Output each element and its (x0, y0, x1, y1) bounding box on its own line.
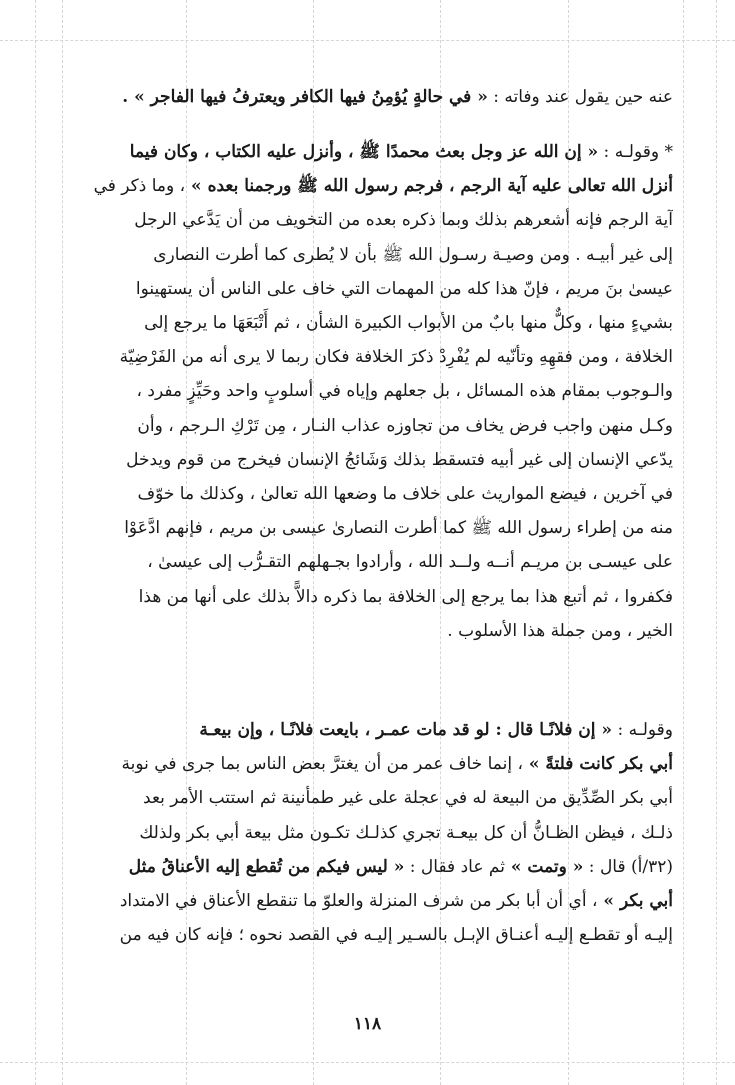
guide-line (0, 40, 735, 41)
paragraph-1 (66, 80, 673, 114)
guide-line (683, 0, 684, 1085)
text-line (66, 918, 673, 952)
guide-line (35, 0, 36, 1085)
quoted-text: « في حالةٍ يُؤمِنُ فيها الكافر ويعترفُ فيها الفاجر » . (122, 87, 488, 107)
body-text: الخير ، ومن جملة هذا الأسلوب . (447, 620, 673, 641)
body-text: إلى غير أبيـه . ومن وصيـة رسـول الله ﷺ بأن لا يُطرى كما أطرت النصارى (153, 244, 673, 265)
text-line (66, 580, 673, 614)
paragraph-2 (66, 135, 673, 648)
quoted-text: أبي بكر كانت فلتةً » (522, 754, 673, 775)
quoted-text: « ليس فيكم من تُقطع إليه الأعناقُ مثل (128, 856, 405, 877)
text-line (66, 884, 673, 918)
text-line (66, 747, 673, 781)
paragraph-3 (66, 713, 673, 952)
text-line (66, 306, 673, 340)
text-line (66, 169, 673, 203)
body-text: منه من إطراء رسول الله ﷺ كما أطرت النصارىٰ عيسى بن مريم ، فإنهم ادَّعَوْا (124, 518, 673, 539)
quoted-text: أنزل الله تعالى عليه آية الرجم ، فرجم رسول الله ﷺ ورجمنا بعده » (185, 176, 673, 197)
text-line (66, 80, 673, 114)
body-text: آية الرجم فإنه أشعرهم بذلك وبما ذكره بعده من التخويف من أن يَدَّعي الرجل (134, 210, 673, 231)
text-line (66, 850, 673, 884)
text-line (66, 203, 673, 237)
text-line (66, 614, 673, 648)
text-line (66, 340, 673, 374)
body-text: * وقولـه : (598, 142, 673, 162)
quoted-text: أبي بكر » (597, 891, 673, 912)
body-text: الخلافة ، ومن فقهِهِ وتأنّيه لم يُفْرِدْ ذكرَ الخلافة فكان ربما لا يرى أنه من الفَرْضِيّة (119, 347, 673, 368)
quoted-text: « إن فلانًـا قال : لو قد مات عمـر ، بايعت فلانًـا ، وإن بيعـة (199, 720, 613, 740)
body-text: على عيسـى بن مريـم أنــه ولــد الله ، وأرادوا بجـهلهم التقـرُّب إلى عيسىٰ ، (147, 552, 673, 573)
quoted-text: « إن الله عز وجل بعث محمدًا ﷺ ، وأنزل عليه الكتاب ، وكان فيما (129, 142, 599, 162)
body-text: ذلـك ، فيظن الظـانُّ أن كل بيعـة تجري كذلـك تكـون مثل بيعة أبي بكر ولذلك (139, 822, 673, 843)
body-text: ، وما ذكر في (93, 176, 186, 197)
text-line (66, 545, 673, 579)
body-text: في آخرين ، فيضع المواريث على خلاف ما وضعها الله تعالىٰ ، وكذلك ما خوّف (137, 484, 673, 505)
body-text: (٣٢/أ) قال : (583, 856, 673, 877)
text-line (66, 713, 673, 747)
text-line (66, 477, 673, 511)
body-text: يدّعي الإنسان إلى غير أبيه فتسقط بذلك وَشَائجُ الإنسان فيخرج من قوم ويدخل (126, 449, 673, 470)
body-text: وقولـه : (612, 720, 673, 740)
body-text: ثم عاد فقال : (404, 856, 505, 877)
body-text: ، إنما خاف عمر من أن يغترَّ بعض الناس بما جرى في نوبة (121, 754, 523, 775)
text-line (66, 135, 673, 169)
body-text: بشيءٍ منها ، وكلٌّ منها بابٌ من الأبواب الكبيرة الشأن ، ثم أَتْبَعَهَا ما يرجع إلى (144, 313, 673, 334)
body-text: عيسىٰ بنَ مريم ، فإنّ هذا كله من المهمات التي خاف على الناس أن يستهينوا (135, 278, 673, 299)
guide-line (0, 1062, 735, 1063)
text-line (66, 781, 673, 815)
text-line (66, 272, 673, 306)
guide-line (62, 0, 63, 1085)
body-text: وكـل منهن واجب فرض يخاف من تجاوزه عذاب النـار ، مِن تَرْكِ الـرجم ، وأن (137, 415, 673, 436)
guide-line (716, 0, 717, 1085)
body-text: ، أي أن أبا بكر من شرف المنزلة والعلوّ ما تنقطع الأعناق في الامتداد (119, 891, 598, 912)
quoted-text: « وتمت » (504, 856, 584, 877)
body-text: أبي بكر الصِّدِّيق من البيعة له في عجلة على غير طمأنينة ثم استتب الأمر بعد (143, 788, 673, 809)
body-text: إليـه أو تقطـع إليـه أعنـاق الإبـل بالسـير إليـه في القصد نحوه ؛ فإنه كان فيه من (119, 925, 673, 946)
text-line (66, 409, 673, 443)
text-line (66, 443, 673, 477)
text-line (66, 816, 673, 850)
body-text: والـوجوب بمقام هذه المسائل ، بل جعلهم وإياه في أسلوبٍ واحد وحَيِّزٍ مفرد ، (136, 381, 673, 402)
text-line (66, 238, 673, 272)
text-line (66, 374, 673, 408)
body-text: فكفروا ، ثم أتبع هذا بما يرجع إلى الخلافة بما ذكره دالاًّ بذلك على أنها من هذا (138, 586, 673, 607)
text-line (66, 511, 673, 545)
page-number: ١١٨ (353, 1014, 382, 1034)
body-text: عنه حين يقول عند وفاته : (487, 87, 673, 107)
